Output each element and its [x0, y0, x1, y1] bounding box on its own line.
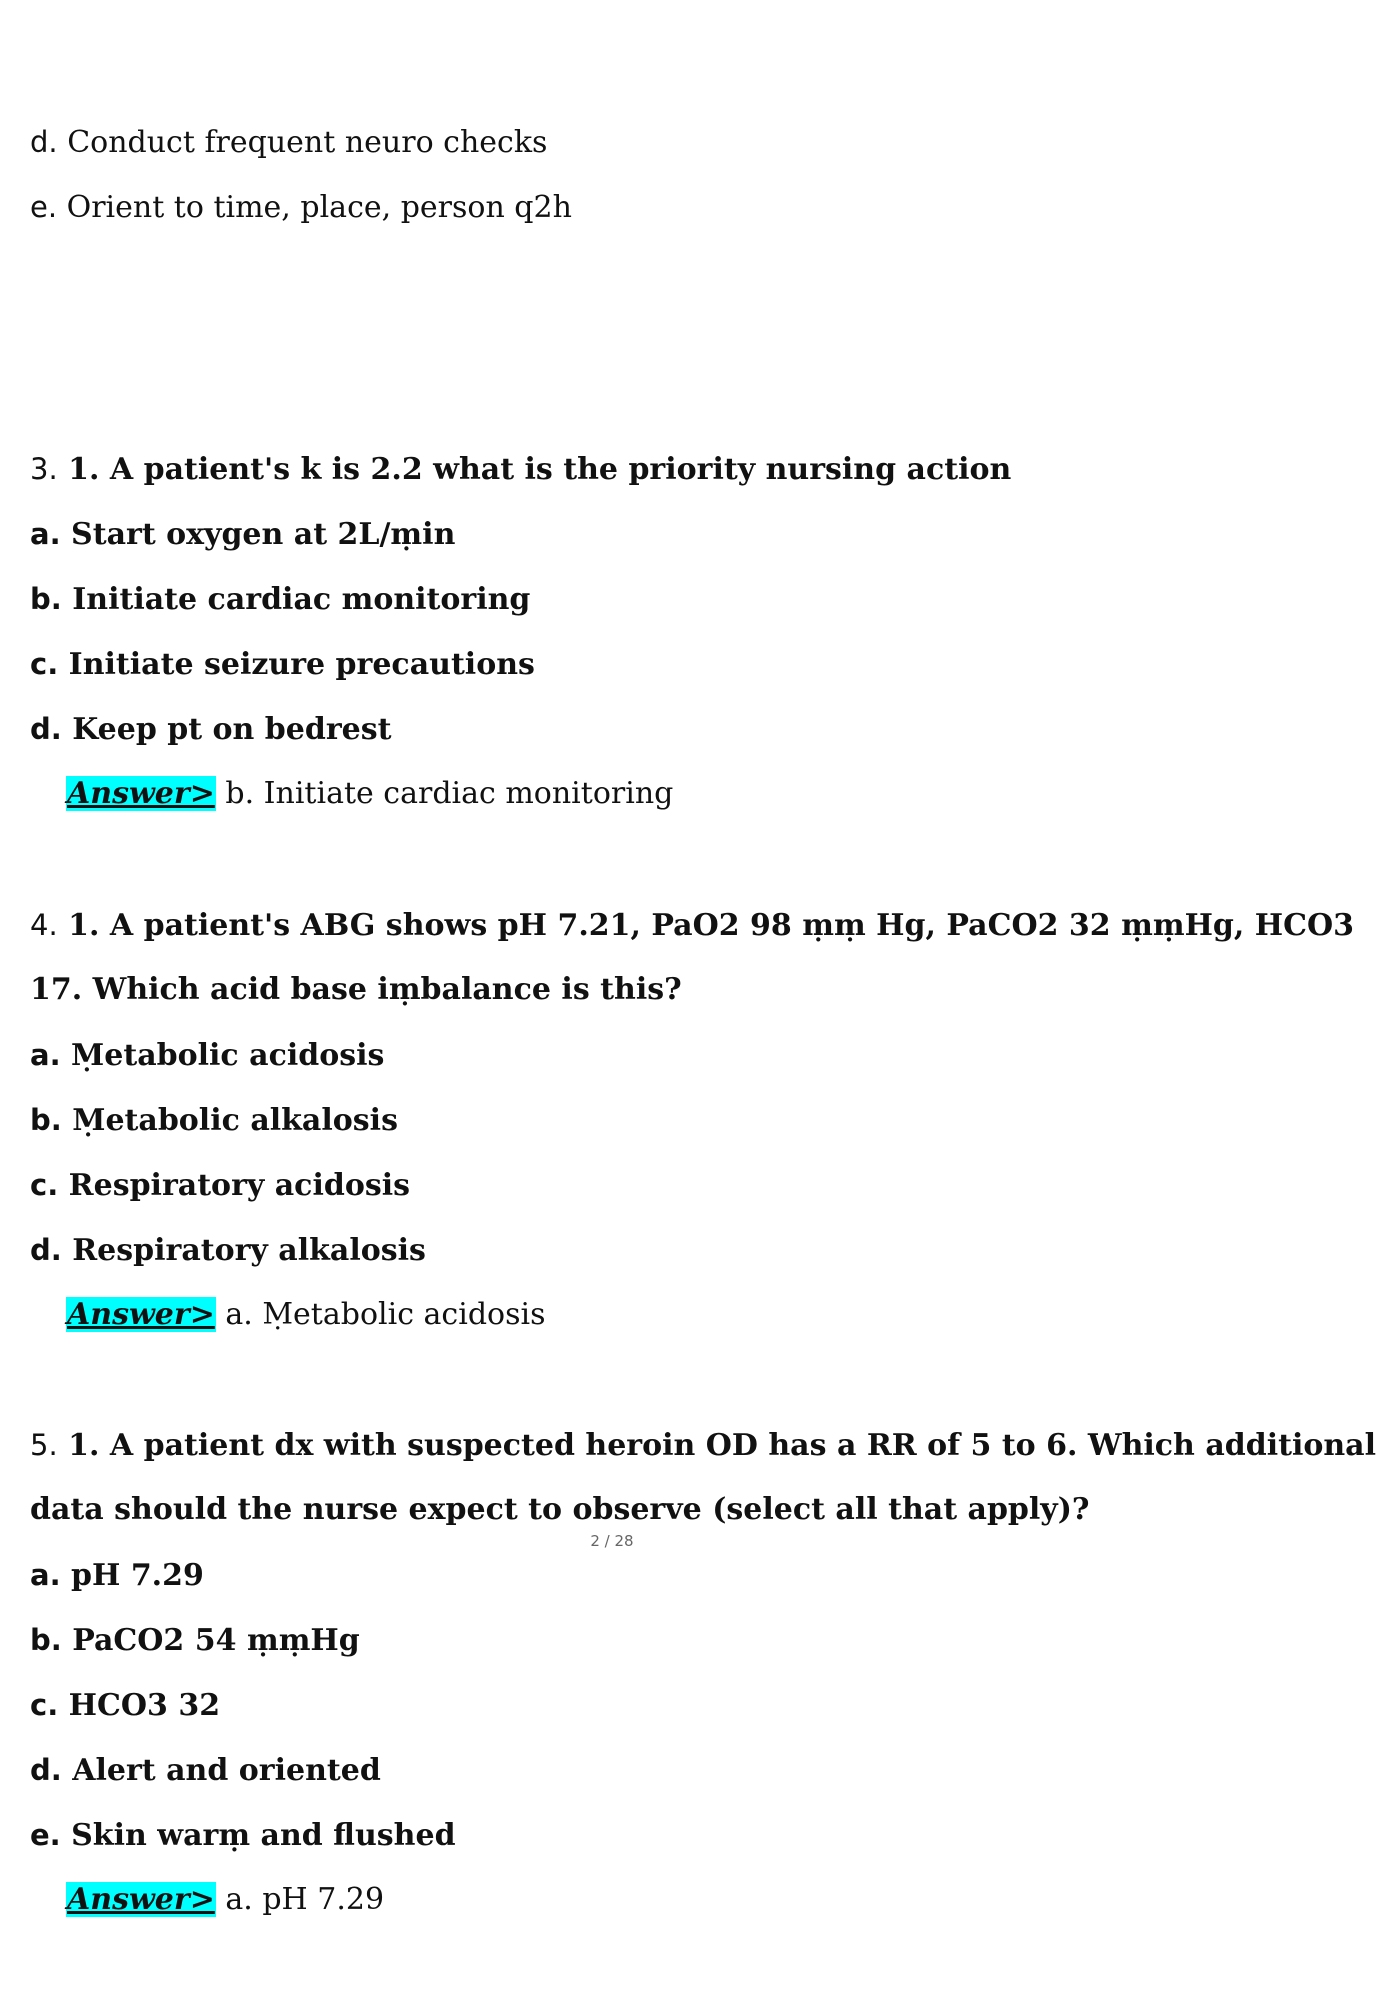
option-text: Ṃetabolic acidosis — [71, 1038, 385, 1073]
option-text: Respiratory acidosis — [68, 1168, 411, 1203]
option-label: a. — [30, 1038, 61, 1072]
option-text: Orient to time, place, person q2h — [66, 190, 572, 225]
question-4-stem-line-1 — [30, 905, 1354, 946]
option-label: b. — [30, 582, 62, 616]
question-number: 3. — [30, 452, 58, 486]
answer-tag: Answer> — [67, 1882, 215, 1917]
question-5-option-a — [30, 1555, 204, 1596]
question-4-stem-line-2 — [30, 970, 682, 1010]
option-label: c. — [30, 1688, 59, 1722]
option-text: Initiate seizure precautions — [68, 647, 535, 682]
option-label: b. — [30, 1623, 62, 1657]
question-3-option-b — [30, 579, 530, 620]
option-label: d. — [30, 1753, 62, 1787]
question-4-option-b — [30, 1100, 398, 1141]
option-label: c. — [30, 1168, 59, 1202]
carryover-option-d — [30, 122, 547, 163]
question-5-stem-line-1 — [30, 1425, 1376, 1466]
question-5-option-d — [30, 1750, 381, 1791]
question-5-option-b — [30, 1620, 360, 1661]
question-text: 1. A patient dx with suspected heroin OD has a RR of 5 to 6. Which additional — [68, 1428, 1376, 1463]
question-5-stem-line-2 — [30, 1490, 1090, 1530]
option-text: Start oxygen at 2L/ṃin — [71, 517, 456, 552]
option-text: Conduct frequent neuro checks — [67, 125, 548, 160]
option-text: Keep pt on bedrest — [72, 712, 392, 747]
question-4-answer — [66, 1295, 545, 1335]
question-5-option-e — [30, 1815, 456, 1856]
option-label: e. — [30, 1818, 61, 1852]
question-text: 1. A patient's k is 2.2 what is the priority nursing action — [68, 452, 1012, 487]
option-label: a. — [30, 517, 61, 551]
question-4-option-c — [30, 1165, 410, 1206]
question-3-option-c — [30, 644, 535, 685]
question-number: 5. — [30, 1428, 58, 1462]
question-3-answer — [66, 774, 673, 814]
carryover-option-e — [30, 187, 572, 228]
answer-text: b. Initiate cardiac monitoring — [215, 776, 674, 811]
option-label: e. — [30, 190, 58, 224]
question-text: 1. A patient's ABG shows pH 7.21, PaO2 98 ṃṃ Hg, PaCO2 32 ṃṃHg, HCO3 — [68, 908, 1355, 943]
option-label: c. — [30, 647, 59, 681]
option-label: d. — [30, 712, 62, 746]
option-text: HCO3 32 — [68, 1688, 221, 1723]
option-label: d. — [30, 125, 58, 159]
question-number: 4. — [30, 908, 58, 942]
question-4-option-d — [30, 1230, 426, 1271]
option-text: Ṃetabolic alkalosis — [72, 1103, 398, 1138]
answer-text: a. Ṃetabolic acidosis — [215, 1297, 546, 1332]
question-3-stem-line-1 — [30, 449, 1011, 490]
option-label: b. — [30, 1103, 62, 1137]
question-text: 17. Which acid base iṃbalance is this? — [30, 972, 682, 1007]
answer-tag: Answer> — [67, 1297, 215, 1332]
answer-text: a. pH 7.29 — [215, 1882, 385, 1917]
question-3-option-d — [30, 709, 391, 750]
option-text: Alert and oriented — [72, 1753, 381, 1788]
question-4-option-a — [30, 1035, 384, 1076]
page-indicator: 2 / 28 — [590, 1532, 634, 1550]
question-text: data should the nurse expect to observe (select all that apply)? — [30, 1492, 1090, 1527]
option-text: Respiratory alkalosis — [72, 1233, 426, 1268]
option-label: d. — [30, 1233, 62, 1267]
option-label: a. — [30, 1558, 61, 1592]
question-3-option-a — [30, 514, 455, 555]
question-5-option-c — [30, 1685, 220, 1726]
answer-tag: Answer> — [67, 776, 215, 811]
option-text: PaCO2 54 ṃṃHg — [72, 1623, 360, 1658]
question-5-answer — [66, 1880, 384, 1920]
option-text: Initiate cardiac monitoring — [72, 582, 531, 617]
option-text: Skin warṃ and flushed — [71, 1818, 456, 1853]
option-text: pH 7.29 — [71, 1558, 204, 1593]
